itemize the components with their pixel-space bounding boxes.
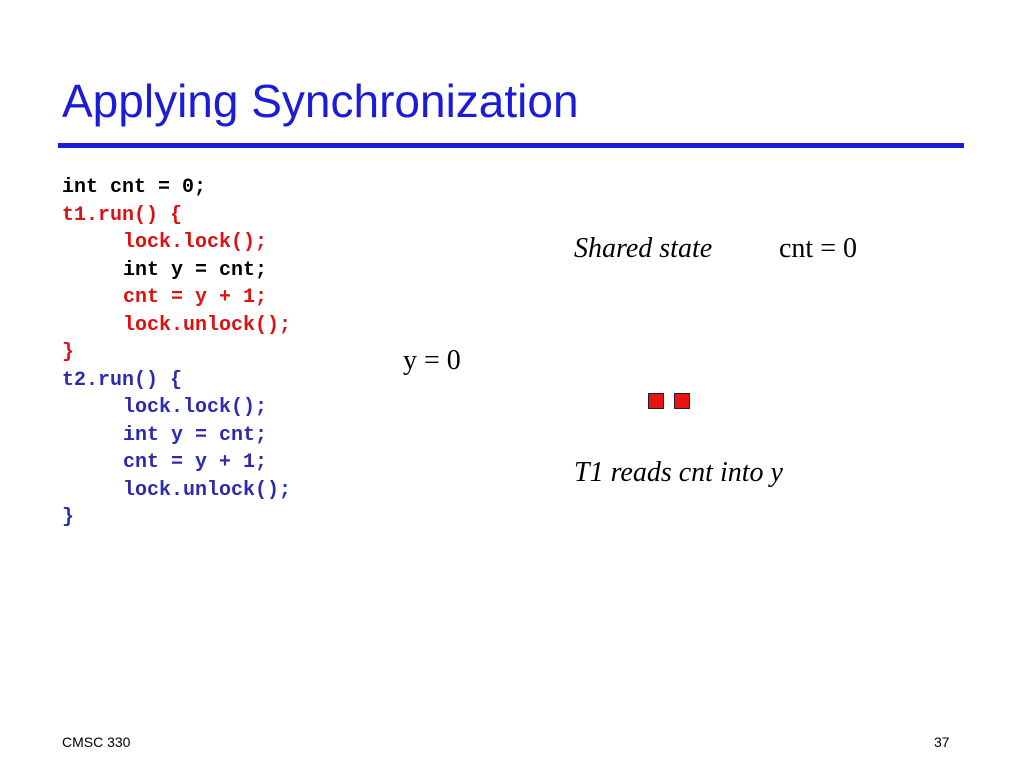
slide-title: Applying Synchronization bbox=[62, 75, 579, 127]
thread-square bbox=[648, 393, 664, 409]
code-line: int y = cnt; bbox=[123, 423, 268, 447]
code-line: cnt = y + 1; bbox=[123, 286, 268, 309]
code-line: } bbox=[62, 341, 75, 364]
thread-square bbox=[674, 393, 690, 409]
title-underline bbox=[58, 143, 964, 148]
local-y-value: y = 0 bbox=[403, 345, 461, 376]
code-block bbox=[62, 174, 291, 532]
code-line: } bbox=[62, 506, 75, 529]
code-line: lock.lock(); bbox=[123, 396, 268, 419]
course-footer: CMSC 330 bbox=[62, 734, 131, 750]
code-line: int y = cnt; bbox=[123, 258, 268, 282]
code-line: lock.unlock(); bbox=[123, 313, 292, 337]
shared-state-value: cnt = 0 bbox=[779, 233, 857, 264]
page-number: 37 bbox=[934, 734, 950, 750]
code-line: t1.run() { bbox=[62, 203, 183, 227]
code-line: lock.unlock(); bbox=[123, 478, 292, 502]
shared-state-label: Shared state bbox=[574, 233, 713, 264]
code-line: int cnt = 0; bbox=[62, 176, 207, 199]
code-line: cnt = y + 1; bbox=[123, 451, 268, 474]
code-line: t2.run() { bbox=[62, 368, 183, 392]
code-line: lock.lock(); bbox=[123, 231, 268, 254]
step-caption: T1 reads cnt into y bbox=[574, 457, 783, 488]
